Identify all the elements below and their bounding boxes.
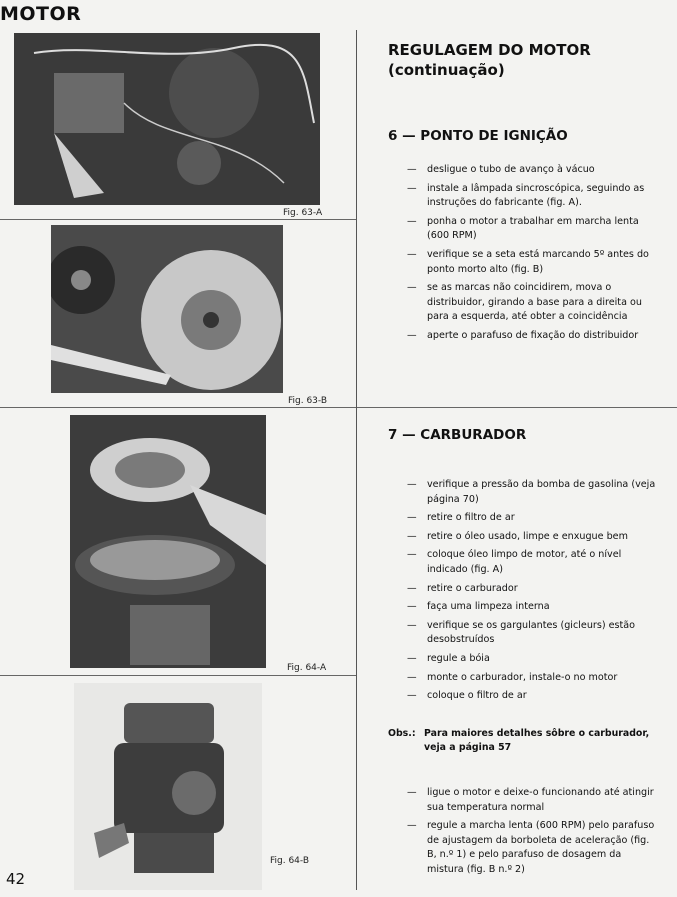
section-6-list [393,163,659,348]
figure-caption: Fig. 63-B [288,396,328,406]
title: REGULAGEM DO MOTOR [388,41,591,59]
divider [0,407,677,408]
obs-text: Para maiores detalhes sôbre o carburador, veja a página 57 [424,728,650,753]
pulley-photo [51,225,283,393]
divider [0,219,356,220]
section-6-title: 6 — PONTO DE IGNIÇÃO [388,128,568,144]
section-7-list [393,478,659,708]
list-item: — desligue o tubo de avanço à vácuo [407,164,595,175]
figure-caption: Fig. 63-A [283,208,323,218]
column-divider [356,30,357,890]
list-item: — retire o filtro de ar [407,512,515,524]
list-item: — ponha o motor a trabalhar em marcha lenta (600 RPM) [407,215,639,242]
obs-label: Obs.: [388,728,416,739]
divider [0,675,356,676]
list-item: — retire o óleo usado, limpe e enxugue bem [407,530,628,542]
carburetor-illustration [74,683,262,890]
list-item: — coloque o filtro de ar [407,690,527,702]
page-number: 42 [6,870,26,888]
list-item: — coloque óleo limpo de motor, até o nível indicado (fig. A) [407,549,622,575]
list-item: — verifique se a seta está marcando 5º antes do ponto morto alto (fig. B) [407,248,649,275]
list-item: — se as marcas não coincidirem, mova o distribuidor, girando a base para a direita ou para a esquerda, até obter a coincidência [407,282,642,323]
list-item: — monte o carburador, instale-o no motor [407,671,618,683]
list-item: — retire o carburador [407,582,518,594]
section-header: MOTOR [0,3,82,25]
list-item: — instale a lâmpada sincroscópica, seguindo as instruções do fabricante (fig. A). [407,182,645,209]
page-title [388,40,591,80]
list-item: — regule a marcha lenta (600 RPM) pelo parafuso de ajustagem da borboleta de aceleração (fig. B, n.º 1) e pelo parafuso de dosagem da mistura (fig. B n.º 2) [407,820,655,875]
figure-caption: Fig. 64-B [270,856,310,866]
air-filter-photo [70,415,266,668]
list-item: — ligue o motor e deixe-o funcionando até atingir sua temperatura normal [407,787,654,813]
engine-bay-photo [14,33,320,205]
pulley-illustration [51,225,283,393]
air-filter-illustration [70,415,266,668]
carburetor-photo [74,683,262,890]
engine-bay-illustration [14,33,320,205]
list-item: — faça uma limpeza interna [407,601,550,613]
list-item: — verifique se os gargulantes (gicleurs) estão desobstruídos [407,619,636,646]
figure-caption: Fig. 64-A [287,663,327,673]
subtitle: (continuação) [388,61,505,79]
list-item: — aperte o parafuso de fixação do distribuidor [407,329,639,341]
section-7-list-2 [393,786,659,882]
list-item: — regule a bóia [407,652,490,664]
section-7-title: 7 — CARBURADOR [388,427,527,443]
list-item: — verifique a pressão da bomba de gasolina (veja página 70) [407,479,656,505]
